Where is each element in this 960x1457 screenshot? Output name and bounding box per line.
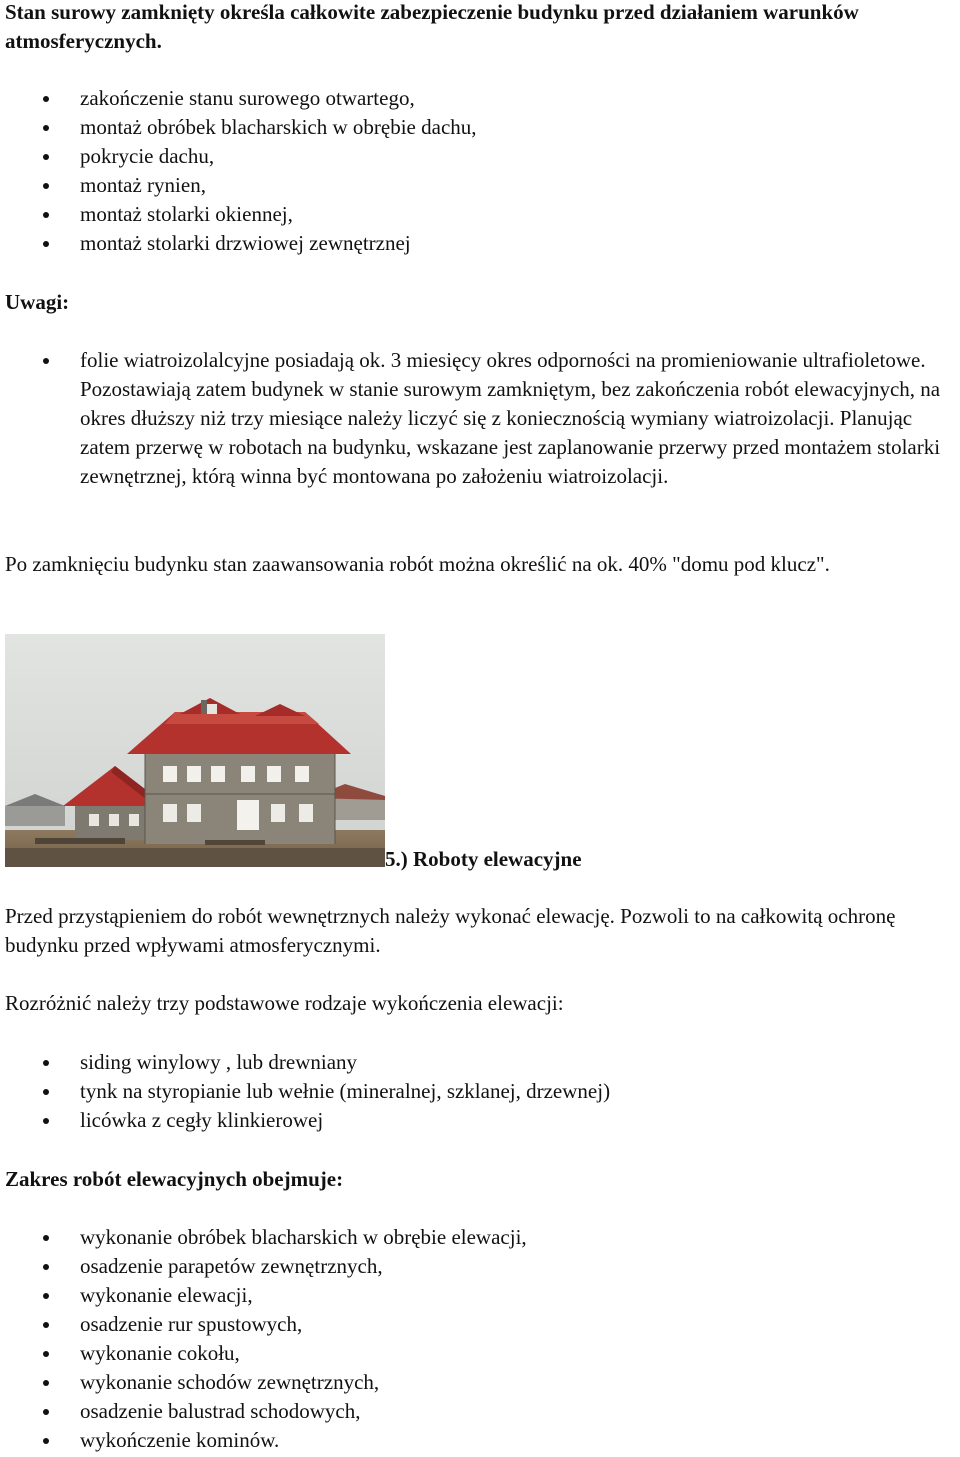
list-item: tynk na styropianie lub wełnie (mineralnej, szklanej, drzewnej) — [0, 1077, 960, 1106]
notes-label: Uwagi: — [5, 290, 70, 314]
progress-paragraph: Po zamknięciu budynku stan zaawansowania robót można określić na ok. 40% "domu pod klucz". — [5, 552, 830, 576]
list-item: zakończenie stanu surowego otwartego, — [0, 84, 960, 113]
list-item: wykonanie obróbek blacharskich w obrębie elewacji, — [0, 1223, 960, 1252]
list-item: siding winylowy , lub drewniany — [0, 1048, 960, 1077]
house-photo — [5, 634, 385, 867]
intro-heading: Stan surowy zamknięty określa całkowite zabezpieczenie budynku przed działaniem warunków atmosferycznych. — [5, 0, 859, 53]
list-item: wykonanie cokołu, — [0, 1339, 960, 1368]
finish-types-list — [0, 1048, 960, 1135]
list-item: osadzenie rur spustowych, — [0, 1310, 960, 1339]
stages-list — [0, 84, 960, 258]
list-item: wykończenie kominów. — [0, 1426, 960, 1455]
house-illustration — [5, 634, 385, 867]
list-item: osadzenie balustrad schodowych, — [0, 1397, 960, 1426]
list-item: montaż stolarki okiennej, — [0, 200, 960, 229]
list-item: folie wiatroizolalcyjne posiadają ok. 3 miesięcy okres odporności na promieniowanie ultrafioletowe. Pozostawiają zatem budynek w stanie surowym zamkniętym, bez zakończenia robót elewacyjnych, na okres dłuższy niż trzy miesiące należy liczyć się z koniecznością wymiany wiatroizolacji. Planując zatem przerwę w robotach na budynku, wskazane jest zaplanowanie przerwy przed montażem stolarki zewnętrznej, którą winna być montowana po założeniu wiatroizolacji. — [0, 346, 960, 491]
list-item: osadzenie parapetów zewnętrznych, — [0, 1252, 960, 1281]
section-paragraph-2: Rozróżnić należy trzy podstawowe rodzaje wykończenia elewacji: — [5, 991, 564, 1015]
section-heading: 5.) Roboty elewacyjne — [385, 847, 582, 871]
list-item: wykonanie elewacji, — [0, 1281, 960, 1310]
list-item: montaż rynien, — [0, 171, 960, 200]
list-item: montaż obróbek blacharskich w obrębie dachu, — [0, 113, 960, 142]
list-item: wykonanie schodów zewnętrznych, — [0, 1368, 960, 1397]
notes-list — [0, 346, 960, 491]
scope-heading: Zakres robót elewacyjnych obejmuje: — [5, 1167, 344, 1191]
list-item: montaż stolarki drzwiowej zewnętrznej — [0, 229, 960, 258]
list-item: pokrycie dachu, — [0, 142, 960, 171]
scope-list — [0, 1223, 960, 1455]
section-paragraph-1: Przed przystąpieniem do robót wewnętrznych należy wykonać elewację. Pozwoli to na całkowitą ochronę budynku przed wpływami atmosferycznymi. — [5, 904, 896, 957]
list-item: licówka z cegły klinkierowej — [0, 1106, 960, 1135]
